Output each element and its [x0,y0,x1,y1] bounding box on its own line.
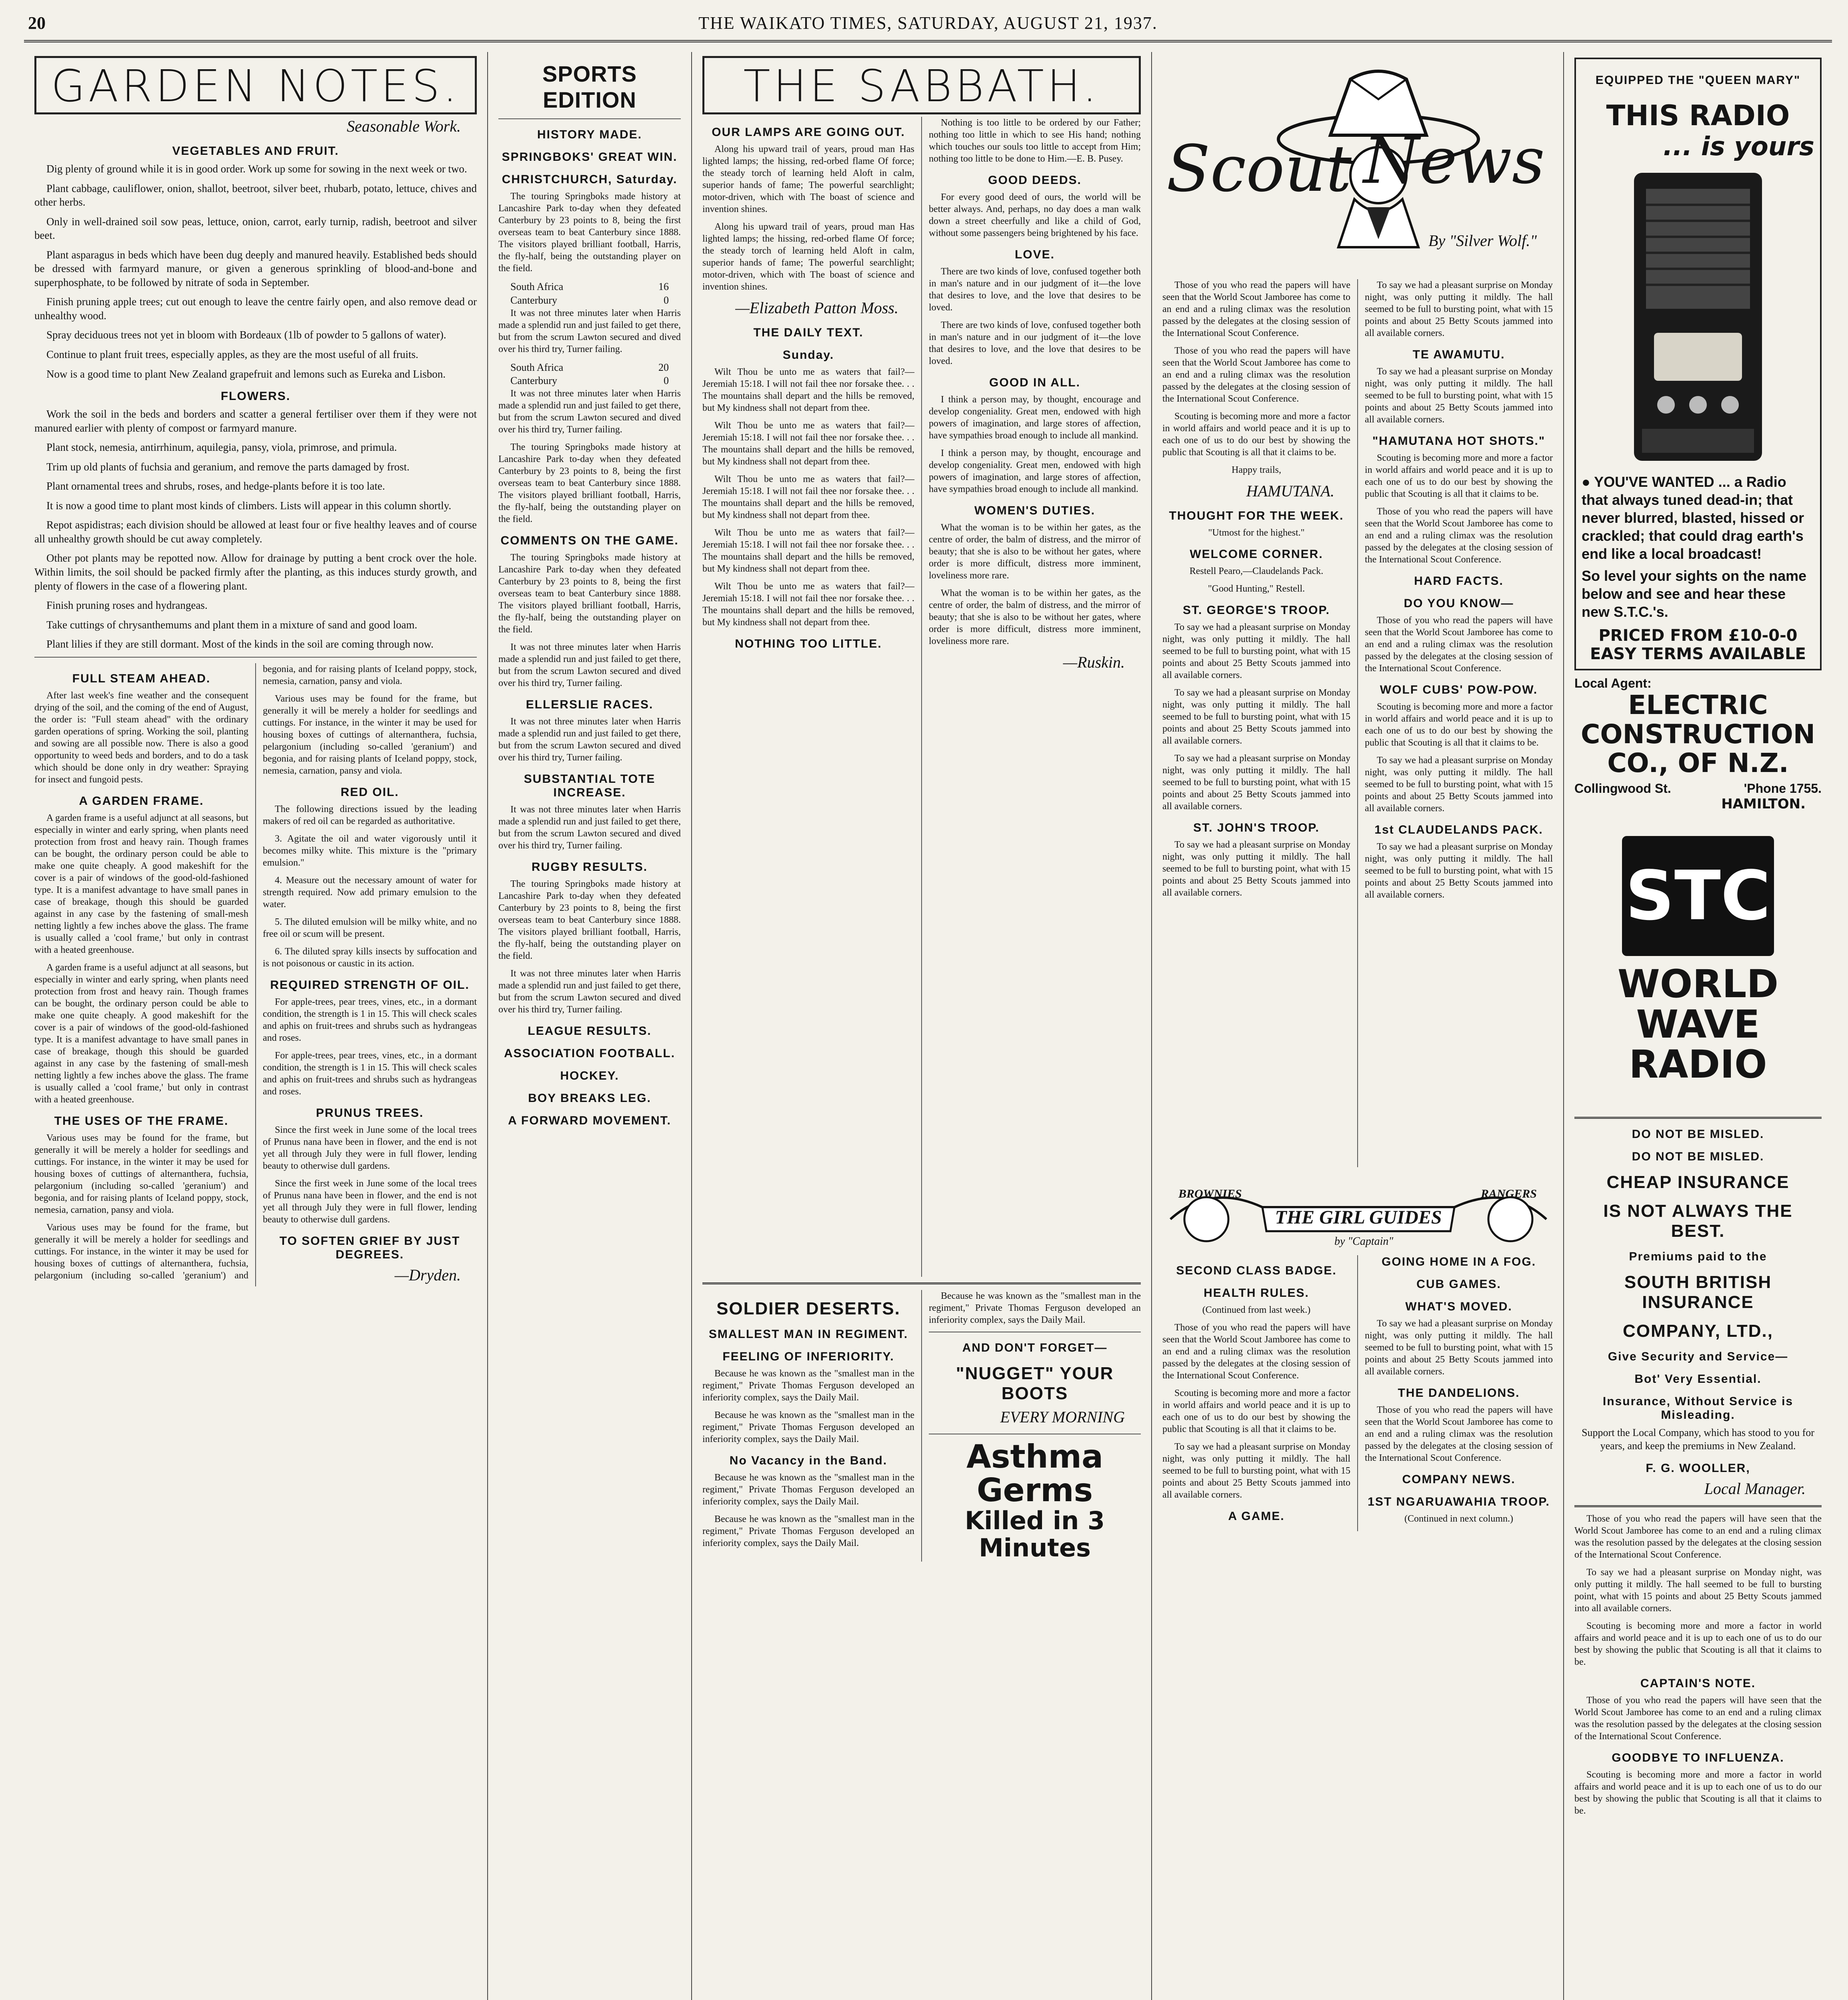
soldier-deserts-heading: SOLDIER DESERTS. [716,1299,900,1318]
st-george-text-2: To say we had a pleasant surprise on Monday night, was only putting it mildly. The hall seemed to be full to bursting point, what with 15 points and about 25 Betty Scouts jammed into all available corners. [1162,688,1350,746]
veg-para: Now is a good time to plant New Zealand grapefruit and lemons such as Eureka and Lisbon. [46,368,446,380]
scout-byline: By "Silver Wolf." [1428,232,1537,250]
rugby-text-2: It was not three minutes later when Harris made a splendid run and just failed to get there, but from the scrum Lawton secured and dived over his third try, Turner failing. [498,968,681,1015]
nugget-ad: "NUGGET" YOUR BOOTS [956,1364,1114,1403]
do-you-know-heading: DO YOU KNOW— [1404,597,1514,610]
flower-para: Repot aspidistras; each division should be allowed at least four or five healthy leaves and of course all unhealthy growth should be cut away completely. [34,519,477,545]
love-heading: LOVE. [1014,248,1055,261]
full-steam-text: After last week's fine weather and the consequent drying of the soil, and the coming of the end of August, the order is: "Full steam ahead" with the ordinary garden operations of spring. Working the soil, planting and sowing are all possible now. There is also a good opportunity to weed beds and borders, and to do a task which should be done only in dry weather: Spraying for insect and fungoid pests. [34,690,248,785]
insurance-misleading: Insurance, Without Service is Misleading. [1602,1395,1794,1422]
health-rules-heading: HEALTH RULES. [1204,1286,1309,1300]
st-george-heading: ST. GEORGE'S TROOP. [1183,604,1330,617]
electric-line-2: CONSTRUCTION [1580,718,1816,750]
continued-next: (Continued in next column.) [1404,1514,1513,1524]
garden-notes-column [24,52,488,2000]
sports-mid-2: It was not three minutes later when Harris made a splendid run and just failed to get there, but from the scrum Lawton secured and dived over his third try, Turner failing. [498,388,681,435]
captains-note-text: Those of you who read the papers will have seen that the World Scout Jamboree has come to an end and a ruling climax was the resolution passed by the delegates at the closing session of the International Scout Conference. [1574,1695,1822,1742]
game-heading: A GAME. [1228,1510,1285,1523]
cheap-insurance: CHEAP INSURANCE [1606,1172,1790,1192]
ngaruawahia-heading: 1ST NGARUAWAHIA TROOP. [1368,1495,1550,1508]
frame-heading: A GARDEN FRAME. [79,794,204,808]
collingwood-st: Collingwood St. [1574,781,1671,796]
local-agent-label: Local Agent: [1574,676,1652,690]
te-awamutu-text: To say we had a pleasant surprise on Monday night, was only putting it mildly. The hall seemed to be full to bursting point, what with 15 points and about 25 Betty Scouts jammed into all available corners. [1365,366,1553,425]
frame-text-2: A garden frame is a useful adjunct at all seasons, but especially in winter and early spring, when plants need protection from frost and heavy rain. Though frames can be bought, the ordinary person could be able to make one quite cheaply. A good makeshift for the cover is a pair of windows of the good-old-fashioned type. It is a manifest advantage to have small panes in case of breakage, though this should be guarded against in any case by the fastening of small-mesh netting lightly a few inches above the glass. The frame is usually called a 'cool frame,' but only in contrast with a heated greenhouse. [34,962,248,1105]
happy-trails: Happy trails, [1232,465,1281,475]
vacancy-text: Because he was known as the "smallest man in the regiment," Private Thomas Ferguson developed an inferiority complex, says the Daily Mail. [702,1472,914,1507]
score-line: South Africa 16 [510,281,669,292]
boy-heading: BOY BREAKS LEG. [528,1092,651,1105]
women-duties-text-2: What the woman is to be within her gates, as the centre of order, the balm of distress, and the mirror of beauty; that she is also to be without her gates, where order is more difficult, distress more imminent, loveliness more rare. [929,588,1141,646]
nothing-little-heading: NOTHING TOO LITTLE. [735,637,882,650]
hot-shots-text: Scouting is becoming more and more a factor in world affairs and world peace and it is up to each one of us to do our best by showing the public that Scouting is all that it claims to be. [1365,453,1553,499]
sabbath-body [702,117,1141,1277]
masthead: THE WAIKATO TIMES, SATURDAY, AUGUST 21, 1937. [698,13,1158,33]
south-british-2: COMPANY, LTD., [1623,1321,1773,1341]
score-line: Canterbury 0 [510,375,669,387]
claudelands-heading: 1st CLAUDELANDS PACK. [1374,823,1543,836]
vacancy-text-2: Because he was known as the "smallest man in the regiment," Private Thomas Ferguson developed an inferiority complex, says the Daily Mail. [702,1514,914,1548]
sports-mid: It was not three minutes later when Harris made a splendid run and just failed to get there, but from the scrum Lawton secured and dived over his third try, Turner failing. [498,308,681,354]
flower-para: Work the soil in the beds and borders and scatter a general fertiliser over them if they were not manured earlier with plenty of compost or farmyard manure. [34,408,477,434]
red-oil-text: The following directions issued by the leading makers of red oil can be regarded as authoritative. [263,804,477,826]
electric-line-3: CO., OF N.Z. [1607,748,1789,779]
girl-guides-title: THE GIRL GUIDES [1275,1207,1442,1228]
comments-heading: COMMENTS ON THE GAME. [500,534,679,548]
veg-heading: VEGETABLES AND FRUIT. [172,144,339,158]
rangers-label: RANGERS [1480,1187,1537,1200]
south-british-1: SOUTH BRITISH INSURANCE [1624,1272,1772,1312]
te-awamutu-heading: TE AWAMUTU. [1412,348,1505,361]
company-news-heading: COMPANY NEWS. [1402,1473,1516,1486]
health-text-2: Scouting is becoming more and more a factor in world affairs and world peace and it is up to each one of us to do our best by showing the public that Scouting is all that it claims to be. [1162,1388,1350,1434]
misled-1: DO NOT BE MISLED. [1632,1128,1764,1141]
uses-text-3: Various uses may be found for the frame, but generally it will be merely a holder for seedlings and cuttings. For instance, in the winter it may be used for housing boxes of cuttings of alternanthera, fuchsia, pelargonium (including so-called 'geranium') and begonia, and for raising plants of Iceland poppy, stock, nemesia, carnation, pansy and viola. [263,693,477,776]
soldier-sub-2: FEELING OF INFERIORITY. [722,1350,894,1363]
st-george-text-3: To say we had a pleasant surprise on Monday night, was only putting it mildly. The hall seemed to be full to bursting point, what with 15 points and about 25 Betty Scouts jammed into all available corners. [1162,753,1350,812]
lamps-poem: Along his upward trail of years, proud man Has lighted lamps; the hissing, red-orbed flame Of force; the steady torch of learning held Aloft in calm, superior hands of fame; The powerful searchlight; motor-driven, which with The boast of science and invention shines. [702,144,914,214]
vacancy-heading: No Vacancy in the Band. [729,1454,888,1467]
scout-body [1162,279,1553,1167]
league-heading: LEAGUE RESULTS. [528,1024,652,1038]
do-you-know-text: Those of you who read the papers will have seen that the World Scout Jamboree has come to an end and a ruling climax was the resolution passed by the delegates at the closing session of the International Scout Conference. [1365,615,1553,674]
daily-text-4: Wilt Thou be unto me as waters that fail?—Jeremiah 15:18. I will not fail thee nor forsake thee. . . The mountains shall depart and the hills be removed, but My kindness shall not depart from thee. [702,528,914,574]
oil-step: 4. Measure out the necessary amount of water for strength required. Now add primary emulsion to the water. [263,875,477,910]
girl-guides-banner [1162,1171,1553,1251]
rugby-heading: RUGBY RESULTS. [531,860,648,874]
sports-lead-2: The touring Springboks made history at Lancashire Park to-day when they defeated Canterbury by 23 points to 8, being the first overseas team to beat Canterbury since 1888. The visitors played brilliant football, Harris, the fly-half, being the outstanding player on the field. [498,442,681,525]
ellerslie-heading: ELLERSLIE RACES. [526,698,654,712]
lamps-poem-2: Along his upward trail of years, proud man Has lighted lamps; the hissing, red-orbed flame Of force; the steady torch of learning held Aloft in calm, superior hands of fame; The powerful searchlight; motor-driven, which with The boast of science and invention shines. [702,222,914,292]
soldier-text: Because he was known as the "smallest man in the regiment," Private Thomas Ferguson developed an inferiority complex, says the Daily Mail. [702,1368,914,1403]
radio-copy: ● YOU'VE WANTED ... a Radio that always tuned dead-in; that never blurred, blasted, hissed or crackled; that could drag earth's end like a local broadcast! [1582,474,1804,562]
women-duties-text: What the woman is to be within her gates, as the centre of order, the balm of distress, and the mirror of beauty; that she is also to be without her gates, where order is more difficult, distress more imminent, loveliness more rare. [929,522,1141,581]
flower-para: Plant lilies if they are still dormant. Most of the kinds in the soil are coming through now. [46,638,434,650]
hot-shots-heading: "HAMUTANA HOT SHOTS." [1372,434,1546,448]
wolf-cubs-heading: WOLF CUBS' POW-POW. [1380,683,1538,696]
stc-radio-ad [1574,58,1822,670]
health-text: Those of you who read the papers will have seen that the World Scout Jamboree has come to an end and a ruling climax was the resolution passed by the delegates at the closing session of the International Scout Conference. [1162,1322,1350,1381]
agent-address [1574,781,1822,796]
veg-para: Continue to plant fruit trees, especially apples, as they are the most useful of all fruits. [46,348,418,361]
sabbath-column [692,52,1152,2000]
veg-para: Plant cabbage, cauliflower, onion, shallot, beetroot, silver beet, rhubarb, potato, lettuce, chives and other herbs. [34,182,477,208]
claudelands-text: To say we had a pleasant surprise on Monday night, was only putting it mildly. The hall seemed to be full to bursting point, what with 15 points and about 25 Betty Scouts jammed into all available corners. [1365,842,1553,900]
world-wave-2: WAVE RADIO [1629,1002,1767,1087]
tote-text: It was not three minutes later when Harris made a splendid run and just failed to get there, but from the scrum Lawton secured and dived over his third try, Turner failing. [498,804,681,851]
st-john-text: To say we had a pleasant surprise on Monday night, was only putting it mildly. The hall seemed to be full to bursting point, what with 15 points and about 25 Betty Scouts jammed into all available corners. [1162,840,1350,898]
whats-moved-heading: WHAT'S MOVED. [1405,1300,1512,1313]
stc-queen-mary: EQUIPPED THE "QUEEN MARY" [1595,74,1801,87]
frame-text: A garden frame is a useful adjunct at all seasons, but especially in winter and early spring, when plants need protection from frost and heavy rain. Though frames can be bought, the ordinary person could be able to make one quite cheaply. A good makeshift for the cover is a pair of windows of the good-old-fashioned type. It is a manifest advantage to have small panes in case of breakage, though this should be guarded against in any case by the fastening of small-mesh netting lightly a few inches above the glass. The frame is usually called a 'cool frame,' but only in contrast with a heated greenhouse. [34,812,248,955]
flowers-heading: FLOWERS. [220,390,291,403]
radio-cabinet-illustration [1586,165,1810,469]
score-line: South Africa 20 [510,361,669,373]
world-wave-1: WORLD [1617,961,1779,1006]
red-oil-heading: RED OIL. [340,785,399,799]
scout-intro: Those of you who read the papers will have seen that the World Scout Jamboree has come to an end and a ruling climax was the resolution passed by the delegates at the closing session of the International Scout Conference. [1162,280,1350,338]
grief-heading: TO SOFTEN GRIEF BY JUST DEGREES. [279,1234,460,1261]
soldier-body [702,1290,1141,1562]
captains-note-heading: CAPTAIN'S NOTE. [1640,1676,1756,1690]
ellerslie-text: It was not three minutes later when Harris made a splendid run and just failed to get there, but from the scrum Lawton secured and dived over his third try, Turner failing. [498,716,681,763]
st-john-heading: ST. JOHN'S TROOP. [1193,821,1320,834]
second-class-heading: SECOND CLASS BADGE. [1176,1264,1337,1277]
strength-text-2: For apple-trees, pear trees, vines, etc., in a dormant condition, the strength is 1 in 15. This will check scales and aphis on fruit-trees and shrubs such as hydrangeas and roses. [263,1050,477,1097]
guides-continued-2: To say we had a pleasant surprise on Monday night, was only putting it mildly. The hall seemed to be full to bursting point, what with 15 points and about 25 Betty Scouts jammed into all available corners. [1574,1567,1822,1614]
hamilton-label: HAMILTON. [1721,796,1806,812]
daily-text-5: Wilt Thou be unto me as waters that fail?—Jeremiah 15:18. I will not fail thee nor forsake thee. . . The mountains shall depart and the hills be removed, but My kindness shall not depart from thee. [702,581,914,628]
uses-text-2: Various uses may be found for the frame, but generally it will be merely a holder for seedlings and cuttings. For instance, in the winter it may be used for housing boxes of cuttings of alternanthera, fuchsia, pelargonium (including so-called 'geranium') and begonia, and for raising plants of Iceland poppy, stock, nemesia, carnation, pansy and viola. [34,664,477,1281]
scout-news-banner [1162,55,1553,279]
love-text-2: There are two kinds of love, confused together both in man's nature and in our judgment of it—the love that desires to love, and the love that desires to be loved. [929,320,1141,366]
nothing-little-text: Nothing is too little to be ordered by our Father; nothing too little in which to see His hand; nothing which touches our souls too little to accept from Him; nothing too little to be done to Him.—E. B. Pusey. [929,118,1141,164]
oil-step: 6. The diluted spray kills insects by suffocation and is not poisonous or caustic in its action. [263,946,477,969]
radio-copy-2: So level your sights on the name below and see and hear these new S.T.C.'s. [1582,568,1807,620]
veg-para: Only in well-drained soil sow peas, lettuce, onion, carrot, early turnip, radish, beetroot and silver beet. [34,215,477,242]
grief-attribution: —Dryden. [394,1266,461,1284]
oil-step: 3. Agitate the oil and water vigorously until it becomes milky white. This mixture is the "primary emulsion." [263,833,477,868]
dandelions-text: Those of you who read the papers will have seen that the World Scout Jamboree has come to an end and a ruling climax was the resolution passed by the delegates at the closing session of the International Scout Conference. [1365,1405,1553,1463]
soldier-text-3: Because he was known as the "smallest man in the regiment," Private Thomas Ferguson developed an inferiority complex, says the Daily Mail. [929,1291,1141,1325]
game-sub: GOING HOME IN A FOG. [1381,1255,1536,1268]
scout-title-1: Scout [1166,131,1352,206]
veg-para: Finish pruning apple trees; cut out enough to leave the centre fairly open, and also remove dead or unhealthy wood. [34,296,477,322]
sunday-label: Sunday. [782,348,834,362]
wolf-cubs-text-2: To say we had a pleasant surprise on Monday night, was only putting it mildly. The hall seemed to be full to bursting point, what with 15 points and about 25 Betty Scouts jammed into all available corners. [1365,755,1553,814]
veg-para: Dig plenty of ground while it is in good order. Work up some for sowing in the next week or two. [46,163,467,175]
scout-intro-3: Scouting is becoming more and more a factor in world affairs and world peace and it is up to each one of us to do our best by showing the public that Scouting is all that it claims to be. [1162,411,1350,458]
daily-text: Wilt Thou be unto me as waters that fail?—Jeremiah 15:18. I will not fail thee nor forsake thee. . . The mountains shall depart and the hills be removed, but My kindness shall not depart from thee. [702,367,914,413]
sports-dateline: CHRISTCHURCH, Saturday. [502,173,678,186]
flower-para: It is now a good time to plant most kinds of climbers. Lists will appear in this column shortly. [46,499,452,512]
misled-2: DO NOT BE MISLED. [1632,1150,1764,1164]
dandelions-heading: THE DANDELIONS. [1398,1386,1520,1400]
thought-heading: THOUGHT FOR THE WEEK. [1169,509,1344,522]
tote-heading: SUBSTANTIAL TOTE INCREASE. [524,772,656,800]
daily-text-heading: THE DAILY TEXT. [753,326,864,339]
rugby-text: The touring Springboks made history at Lancashire Park to-day when they defeated Canterbury by 23 points to 8, being the first overseas team to beat Canterbury since 1888. The visitors played brilliant football, Harris, the fly-half, being the outstanding player on the field. [498,879,681,962]
stc-logo: STC [1622,836,1774,956]
comments-text-2: It was not three minutes later when Harris made a splendid run and just failed to get there, but from the scrum Lawton secured and dived over his third try, Turner failing. [498,642,681,689]
prunus-text-2: Since the first week in June some of the local trees of Prunus nana have been in flower, and the end is not yet all through July they were in full flower, lending beauty to otherwise dull gardens. [263,1178,477,1225]
sports-title: SPORTS EDITION [542,61,637,112]
bot-essential: Bot' Very Essential. [1634,1372,1762,1386]
asthma-headline-2: Killed in 3 Minutes [965,1506,1105,1563]
continued-note: (Continued from last week.) [1202,1305,1311,1315]
advertising-column [1564,52,1832,2000]
scout-title-2: News [1363,123,1545,198]
thought-text: "Utmost for the highest." [1208,528,1305,538]
scout-news-column [1152,52,1564,2000]
women-attribution: —Ruskin. [1063,653,1125,671]
prunus-heading: PRUNUS TREES. [316,1106,424,1120]
whats-moved-text: To say we had a pleasant surprise on Monday night, was only putting it mildly. The hall seemed to be full to bursting point, what with 15 points and about 25 Betty Scouts jammed into all available corners. [1365,1318,1553,1377]
brownies-label: BROWNIES [1178,1187,1242,1200]
sports-head-1: HISTORY MADE. [537,128,642,141]
flower-para: Trim up old plants of fuchsia and geranium, and remove the parts damaged by frost. [46,460,410,473]
forward-heading: A FORWARD MOVEMENT. [508,1114,671,1128]
support-local: Support the Local Company, which has stood to you for years, and keep the premiums in New Zealand. [1582,1427,1814,1452]
assoc-heading: ASSOCIATION FOOTBALL. [504,1047,676,1060]
flower-para: Plant ornamental trees and shrubs, roses, and hedge-plants before it is too late. [46,480,385,492]
flower-para: Plant stock, nemesia, antirrhinum, aquilegia, pansy, viola, primrose, and primula. [46,441,397,454]
premiums-paid: Premiums paid to the [1629,1250,1767,1264]
soldier-sub: SMALLEST MAN IN REGIMENT. [708,1328,908,1341]
soldier-text-2: Because he was known as the "smallest man in the regiment," Private Thomas Ferguson developed an inferiority complex, says the Daily Mail. [702,1410,914,1444]
sports-head-2: SPRINGBOKS' GREAT WIN. [502,150,678,164]
influenza-text: Scouting is becoming more and more a factor in world affairs and world peace and it is up to each one of us to do our best by showing the public that Scouting is all that it claims to be. [1574,1769,1822,1816]
sports-lead: The touring Springboks made history at Lancashire Park to-day when they defeated Canterbury by 23 points to 8, being the first overseas team to beat Canterbury since 1888. The visitors played brilliant football, Harris, the fly-half, being the outstanding player on the field. [498,191,681,274]
agent-name: F. G. WOOLLER, [1646,1461,1750,1475]
st-john-text-2: To say we had a pleasant surprise on Monday night, was only putting it mildly. The hall seemed to be full to bursting point, what with 15 points and about 25 Betty Scouts jammed into all available corners. [1365,280,1553,338]
nugget-forget: AND DON'T FORGET— [962,1341,1108,1354]
wolf-cubs-text: Scouting is becoming more and more a factor in world affairs and world peace and it is up to each one of us to do our best by showing the public that Scouting is all that it claims to be. [1365,702,1553,748]
good-deeds-text: For every good deed of ours, the world will be better always. And, perhaps, no day does a man walk down a street cheerfully and like a child of God, without some passengers being brightened by his face. [929,192,1141,238]
good-deeds-heading: GOOD DEEDS. [988,174,1082,187]
radio-headline: THIS RADIO [1606,99,1790,132]
electric-line-1: ELECTRIC [1628,690,1768,720]
love-text: There are two kinds of love, confused together both in man's nature and in our judgment of it—the love that desires to love, and the love that desires to be loved. [929,266,1141,313]
sports-column [488,52,692,2000]
give-security: Give Security and Service— [1608,1350,1788,1364]
comments-text: The touring Springboks made history at Lancashire Park to-day when they defeated Canterbury by 23 points to 8, being the first overseas team to beat Canterbury since 1888. The visitors played brilliant football, Harris, the fly-half, being the outstanding player on the field. [498,552,681,635]
oil-step: 5. The diluted emulsion will be milky white, and no free oil or scum will be present. [263,916,477,939]
welcome-text: Restell Pearo,—Claudelands Pack. [1189,566,1324,576]
women-duties-heading: WOMEN'S DUTIES. [974,504,1096,517]
lamps-attribution: —Elizabeth Patton Moss. [735,299,898,317]
good-in-all-text: I think a person may, by thought, encourage and develop congeniality. Great men, endowed with high powers of imagination, and large stores of affection, have sympathies broad enough to include all mankind. [929,394,1141,441]
cub-games-heading: CUB GAMES. [1416,1278,1501,1291]
hockey-heading: HOCKEY. [560,1069,619,1083]
welcome-heading: WELCOME CORNER. [1190,548,1323,561]
strength-heading: REQUIRED STRENGTH OF OIL. [270,978,470,992]
good-in-all-heading: GOOD IN ALL. [989,376,1080,389]
uses-text: Various uses may be found for the frame, but generally it will be merely a holder for seedlings and cuttings. For instance, in the winter it may be used for housing boxes of cuttings of alternanthera, fuchsia, pelargonium (including so-called 'geranium') and begonia, and for raising plants of Iceland poppy, stock, nemesia, carnation, pansy and viola. [34,1132,248,1215]
page-number: 20 [28,13,46,33]
hamutana-sign: HAMUTANA. [1246,482,1334,500]
masthead-bar [24,8,1832,42]
agent-title: Local Manager. [1704,1479,1806,1498]
guides-continued-3: Scouting is becoming more and more a factor in world affairs and world peace and it is up to each one of us to do our best by showing the public that Scouting is all that it claims to be. [1574,1620,1822,1667]
hot-shots-text-2: Those of you who read the papers will have seen that the World Scout Jamboree has come to an end and a ruling climax was the resolution passed by the delegates at the closing session of the International Scout Conference. [1365,506,1553,565]
welcome-text-2: "Good Hunting," Restell. [1208,584,1305,594]
nugget-every: EVERY MORNING [1000,1408,1125,1426]
full-steam-heading: FULL STEAM AHEAD. [72,672,211,685]
uses-heading: THE USES OF THE FRAME. [54,1114,229,1128]
asthma-headline-1: Asthma Germs [966,1438,1104,1509]
lamps-heading: OUR LAMPS ARE GOING OUT. [712,126,905,139]
hard-facts-heading: HARD FACTS. [1414,574,1504,588]
flower-para: Take cuttings of chrysanthemums and plant them in a mixture of sand and good loam. [46,618,418,631]
scout-intro-2: Those of you who read the papers will have seen that the World Scout Jamboree has come to an end and a ruling climax was the resolution passed by the delegates at the closing session of the International Scout Conference. [1162,346,1350,404]
radio-price: PRICED FROM £10-0-0 [1598,626,1798,645]
garden-kicker: Seasonable Work. [346,117,461,135]
guides-continued: Those of you who read the papers will have seen that the World Scout Jamboree has come to an end and a ruling climax was the resolution passed by the delegates at the closing session of the International Scout Conference. [1574,1513,1822,1560]
health-text-3: To say we had a pleasant surprise on Monday night, was only putting it mildly. The hall seemed to be full to bursting point, what with 15 points and about 25 Betty Scouts jammed into all available corners. [1162,1442,1350,1500]
veg-para: Spray deciduous trees not yet in bloom with Bordeaux (1lb of powder to 5 gallons of water). [46,329,446,341]
garden-two-column-body [34,663,477,1287]
st-george-text: To say we had a pleasant surprise on Monday night, was only putting it mildly. The hall seemed to be full to bursting point, what with 15 points and about 25 Betty Scouts jammed into all available corners. [1162,622,1350,680]
not-always-best: IS NOT ALWAYS THE BEST. [1603,1201,1793,1241]
flower-para: Other pot plants may be repotted now. Allow for drainage by putting a bent crock over the hole. Within limits, the soil should be packed firmly after the planting, as this induces sturdy growth, and plenty of flowers in the case of a flowering plant. [34,552,477,592]
prunus-text: Since the first week in June some of the local trees of Prunus nana have been in flower, and the end is not yet all through July they were in full flower, lending beauty to otherwise dull gardens. [263,1124,477,1171]
phone-number: 'Phone 1755. [1744,781,1822,796]
good-in-all-text-2: I think a person may, by thought, encourage and develop congeniality. Great men, endowed with high powers of imagination, and large stores of affection, have sympathies broad enough to include all mankind. [929,448,1141,494]
flower-para: Finish pruning roses and hydrangeas. [46,599,208,612]
daily-text-2: Wilt Thou be unto me as waters that fail?—Jeremiah 15:18. I will not fail thee nor forsake thee. . . The mountains shall depart and the hills be removed, but My kindness shall not depart from thee. [702,420,914,467]
radio-headline-2: ... is yours [1663,132,1814,162]
guides-byline: by "Captain" [1334,1235,1394,1248]
influenza-heading: GOODBYE TO INFLUENZA. [1612,1751,1784,1764]
sabbath-title: THE SABBATH. [702,56,1141,114]
strength-text: For apple-trees, pear trees, vines, etc., in a dormant condition, the strength is 1 in 15. This will check scales and aphis on fruit-trees and shrubs such as hydrangeas and roses. [263,996,477,1043]
veg-para: Plant asparagus in beds which have been dug deeply and manured heavily. Established beds should be dressed with farmyard manure, or given a generous sprinkling of blood-and-bone and superphosphate, to be followed by nitrate of soda in September. [34,248,477,288]
radio-terms: EASY TERMS AVAILABLE [1590,645,1806,663]
daily-text-3: Wilt Thou be unto me as waters that fail?—Jeremiah 15:18. I will not fail thee nor forsake thee. . . The mountains shall depart and the hills be removed, but My kindness shall not depart from thee. [702,474,914,520]
guides-body [1162,1255,1553,1531]
garden-notes-title: GARDEN NOTES. [34,56,477,114]
score-line: Canterbury 0 [510,294,669,306]
